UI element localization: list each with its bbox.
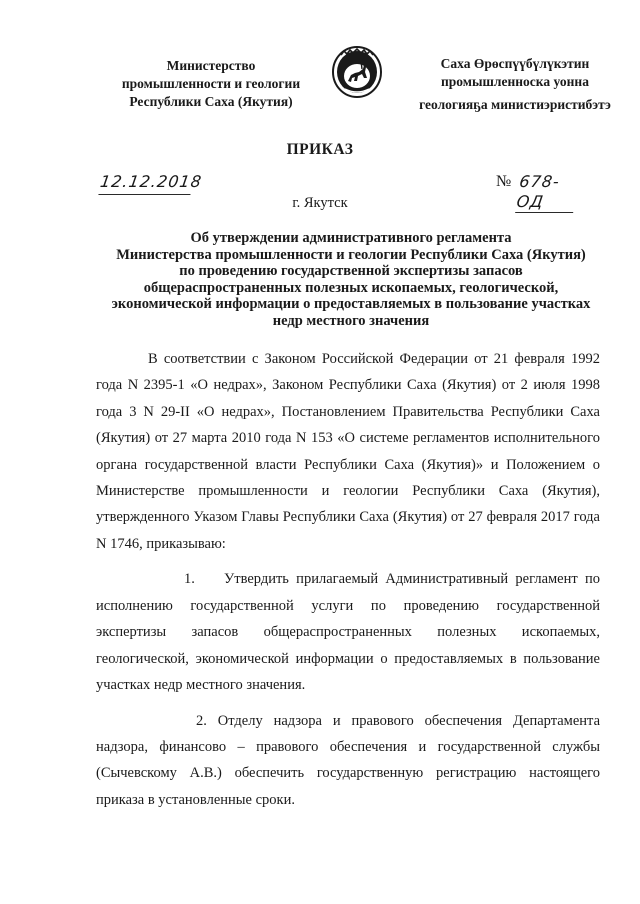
title-line: Об утверждении административного регламента	[190, 230, 512, 246]
ministry-name-line: геологияҕа министиэристибэтэ	[419, 97, 611, 112]
preamble-paragraph: В соответствии с Законом Российской Федерации от 21 февраля 1992 года N 2395-1 «О недрах», Законом Республики Саха (Якутия) от 2 июля 1998 года 3 N 29-II «О недрах», Постановлением Правительства Республики Саха (Якутия) от 27 марта 2010 года N 153 «О системе регламентов исполнительного органа государственной власти Республики Саха (Якутия)» и Положением о Министерстве промышленности и геологии Республики Саха (Якутия), утвержденного Указом Главы Республики Саха (Якутия) от 27 февраля 2017 года N 1746, приказываю:	[96, 351, 600, 552]
title-line: недр местного значения	[272, 312, 430, 329]
title-line: по проведению государственной экспертизы запасов	[179, 263, 523, 279]
ministry-name-sakha	[410, 55, 620, 114]
ministry-name-line: Саха Өрөспүүбүлүкэтин	[440, 56, 590, 71]
ministry-name-line: Республики Саха (Якутия)	[129, 94, 293, 109]
city-line: г. Якутск	[292, 195, 348, 211]
ministry-name-line: Министерство	[166, 58, 256, 73]
handwritten-date: 12.12.2018	[98, 172, 193, 195]
title-line: экономической информации о предоставляемых в пользование участках	[111, 296, 591, 312]
number-sign: №	[496, 173, 512, 190]
item-number: 1.	[184, 571, 195, 588]
order-item-2	[96, 708, 600, 813]
title-line: общераспространенных полезных ископаемых, геологической,	[143, 279, 559, 296]
order-item-1	[96, 566, 600, 699]
title-line: Министерства промышленности и геологии Республики Саха (Якутия)	[116, 246, 586, 263]
item-text: Утвердить прилагаемый Административный регламент по исполнению государственной услуги по проведению государственной экспертизы запасов общераспространенных полезных ископаемых, геологической, экономической информации о предоставляемых в пользование участках недр местного значения.	[96, 571, 600, 694]
document-type-heading: ПРИКАЗ	[286, 141, 354, 158]
item-text: Отделу надзора и правового обеспечения Департамента надзора, финансово – правового обеспечения и государственной службы (Сычевскому А.В.) обеспечить государственную регистрацию настоящего приказа в установленные сроки.	[96, 712, 601, 808]
handwritten-order-number: 678-ОД	[515, 172, 579, 213]
ministry-name-line: промышленности и геологии	[121, 76, 301, 91]
ministry-name-russian	[96, 57, 326, 111]
ministry-name-line: промышленноска уонна	[441, 74, 589, 89]
order-number	[496, 172, 576, 211]
document-body	[96, 346, 600, 824]
sakha-coat-of-arms-icon	[331, 45, 383, 99]
document-title	[96, 230, 606, 329]
item-number: 2.	[196, 712, 207, 729]
